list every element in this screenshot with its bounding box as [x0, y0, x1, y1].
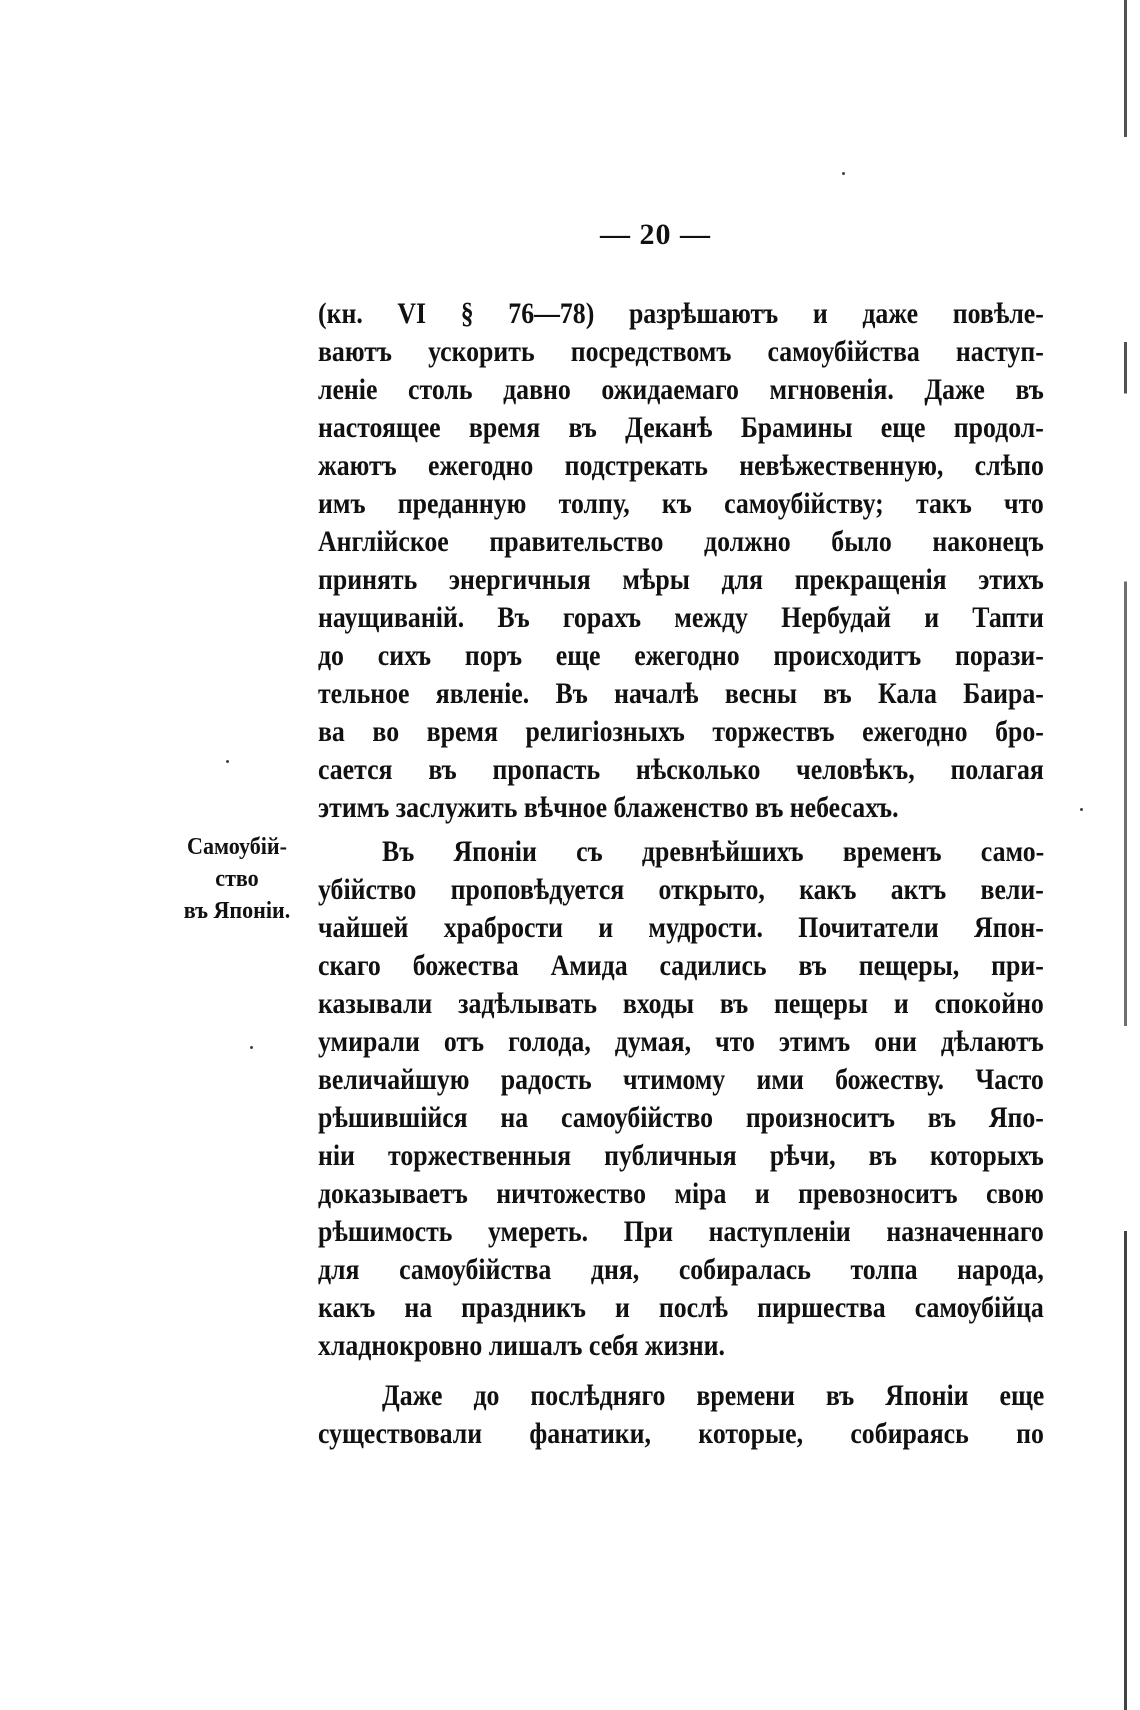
- text-line: леніе столь давно ожидаемаго мгновенія. Даже въ: [318, 373, 1044, 406]
- page-edge-rule: [1124, 0, 1127, 1710]
- text-line: скаго божества Амида садились въ пещеры, при-: [318, 949, 1044, 982]
- text-line: убійство проповѣдуется открыто, какъ актъ вели-: [318, 873, 1044, 906]
- margin-note-line: въ Японіи.: [183, 898, 291, 924]
- speck: [1080, 808, 1083, 811]
- text-line: Даже до послѣдняго времени въ Японіи еще: [382, 1379, 1045, 1412]
- text-line: ва во время религіозныхъ торжествъ ежегодно бро-: [318, 715, 1044, 748]
- text-line: принять энергичныя мѣры для прекращенія этихъ: [318, 563, 1044, 596]
- speck: [842, 172, 845, 175]
- text-line: умирали отъ голода, думая, что этимъ они дѣлаютъ: [318, 1025, 1044, 1058]
- text-line: для самоубійства дня, собиралась толпа народа,: [318, 1253, 1044, 1286]
- text-line: рѣшившійся на самоубійство произноситъ въ Япо-: [318, 1101, 1044, 1134]
- text-line: (кн. VI § 76—78) разрѣшаютъ и даже повѣле-: [318, 297, 1044, 330]
- margin-note-line: Самоубій-: [187, 834, 287, 860]
- speck: [226, 760, 229, 763]
- speck: [250, 1046, 253, 1049]
- page-number: — 20 —: [600, 218, 711, 251]
- text-line: тельное явленіе. Въ началѣ весны въ Кала Баира-: [318, 677, 1044, 710]
- text-line: какъ на праздникъ и послѣ пиршества самоубійца: [318, 1291, 1044, 1324]
- text-line: Въ Японіи съ древнѣйшихъ временъ само-: [382, 835, 1045, 868]
- text-line: казывали задѣлывать входы въ пещеры и спокойно: [318, 987, 1044, 1020]
- text-line: наущиваній. Въ горахъ между Нербудай и Тапти: [318, 601, 1044, 634]
- text-line: существовали фанатики, которые, собираясь по: [318, 1417, 1044, 1450]
- text-line: настоящее время въ Деканѣ Брамины еще продол-: [318, 411, 1044, 444]
- text-line: Англійское правительство должно было наконецъ: [318, 525, 1044, 558]
- text-line: до сихъ поръ еще ежегодно происходитъ порази-: [318, 639, 1044, 672]
- text-line: доказываетъ ничтожество міра и превозноситъ свою: [318, 1177, 1044, 1210]
- text-line: ніи торжественныя публичныя рѣчи, въ которыхъ: [318, 1139, 1044, 1172]
- text-line: этимъ заслужить вѣчное блаженство въ небесахъ.: [318, 791, 899, 824]
- text-line: имъ преданную толпу, къ самоубійству; такъ что: [318, 487, 1044, 520]
- margin-note-line: ство: [215, 866, 259, 892]
- text-line: чайшей храбрости и мудрости. Почитатели Япон-: [318, 911, 1044, 944]
- text-line: величайшую радость чтимому ими божеству. Часто: [318, 1063, 1044, 1096]
- text-line: рѣшимость умереть. При наступленіи назначеннаго: [318, 1215, 1044, 1248]
- text-line: хладнокровно лишалъ себя жизни.: [318, 1329, 725, 1362]
- text-line: жаютъ ежегодно подстрекать невѣжественную, слѣпо: [318, 449, 1044, 482]
- text-line: сается въ пропасть нѣсколько человѣкъ, полагая: [318, 753, 1044, 786]
- text-line: ваютъ ускорить посредствомъ самоубійства наступ-: [318, 335, 1044, 368]
